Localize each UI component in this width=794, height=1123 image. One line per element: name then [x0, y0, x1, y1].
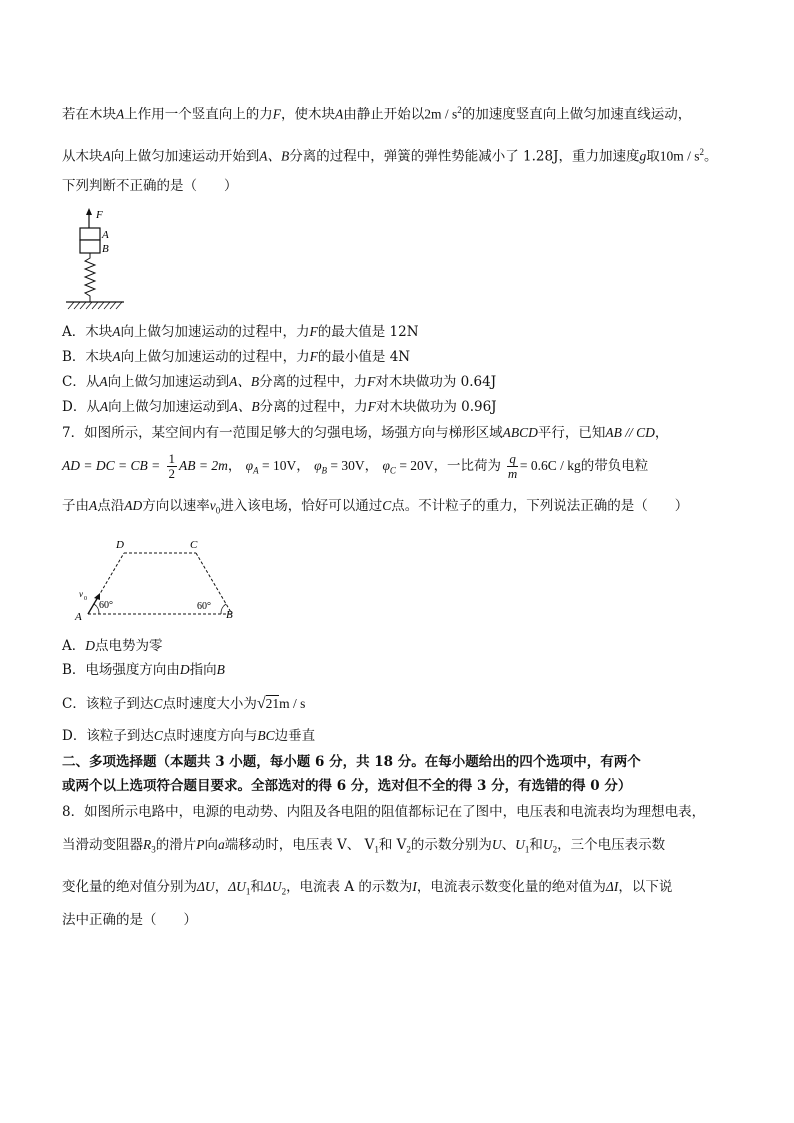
- text: 点时速度大小为: [162, 696, 257, 712]
- p6-line3: [62, 177, 238, 195]
- text: 向上做匀加速运动的过程中，力: [120, 324, 310, 340]
- text: 点电势为零: [95, 638, 163, 654]
- var: B: [216, 662, 225, 677]
- math: = 10V: [258, 458, 297, 473]
- var: v: [209, 498, 216, 513]
- var: ΔI: [605, 879, 619, 894]
- text: 若在木块: [62, 106, 116, 123]
- label-c: C: [190, 539, 198, 551]
- sub: 3: [151, 844, 156, 855]
- text: ，电流表示数变化量的绝对值为: [416, 879, 606, 895]
- text: 向上做匀加速运动的过程中，力: [120, 349, 310, 365]
- text: 7．如图所示，某空间内有一范围足够大的匀强电场，场强方向与梯形区域: [62, 425, 503, 441]
- sub: A: [253, 465, 259, 476]
- den: m: [507, 466, 518, 481]
- text: 向上做匀加速运动开始到: [110, 148, 260, 165]
- var: D: [179, 662, 190, 677]
- text: 和: [529, 837, 543, 853]
- var: C: [153, 696, 163, 711]
- var: P: [196, 837, 205, 852]
- text: 。: [704, 148, 718, 165]
- text: 的最小值是 4N: [317, 349, 411, 365]
- block-a: [80, 228, 100, 240]
- sup: 2: [457, 105, 462, 115]
- text: ，电流表 A 的示数为: [286, 879, 413, 895]
- var: F: [309, 324, 318, 339]
- label-f: F: [96, 209, 103, 221]
- p7-line2: [62, 452, 648, 481]
- label-b: B: [226, 609, 233, 621]
- angle-label-b: 60°: [197, 601, 211, 612]
- var: A: [99, 374, 108, 389]
- text: C．从: [62, 374, 100, 390]
- text: A．: [62, 638, 86, 654]
- p7-option-a: [62, 637, 163, 655]
- text: ，: [227, 458, 242, 474]
- ground-hatch: [68, 302, 122, 309]
- text: ，: [296, 458, 310, 474]
- angle-label-a: 60°: [99, 600, 113, 611]
- sub: 0: [215, 505, 221, 516]
- num: q: [509, 451, 516, 466]
- math: = 30V: [327, 458, 365, 473]
- var: A、B: [229, 399, 260, 414]
- math: = 0.6C / kg: [519, 458, 581, 473]
- p6-option-b: [62, 348, 410, 366]
- p6-line2: [62, 143, 718, 166]
- var: I: [412, 879, 417, 894]
- text: B．电场强度方向由: [62, 662, 180, 678]
- var-a: A: [335, 106, 344, 122]
- text: ，: [364, 458, 379, 474]
- text: 变化量的绝对值分别为: [62, 879, 197, 895]
- text: 的最大值是 12N: [317, 324, 419, 340]
- velocity-arrowhead: [94, 593, 100, 600]
- text: D．该粒子到达: [62, 728, 154, 744]
- text: ，: [654, 425, 669, 441]
- math: = 20V: [395, 458, 434, 473]
- text: 点时速度方向与: [162, 728, 258, 744]
- var-g: g: [639, 148, 647, 164]
- var: C: [153, 728, 163, 743]
- sup: 2: [699, 147, 705, 157]
- sqrt-sign: √: [256, 695, 266, 712]
- text: 分离的过程中，弹簧的弹性势能减小了 1.28J，重力加速度: [289, 148, 640, 165]
- text: 和: [250, 879, 264, 895]
- sub: C: [389, 465, 396, 476]
- den: 2: [168, 466, 176, 481]
- phi: φ: [314, 458, 322, 473]
- text: 点。不计粒子的重力，下列说法正确的是（ ）: [391, 498, 689, 514]
- text: 当滑动变阻器: [62, 837, 143, 853]
- text: 向上做匀加速运动到: [107, 374, 230, 390]
- math: AB = 2m: [179, 458, 228, 473]
- var: U: [542, 837, 553, 852]
- var-a: A: [102, 148, 111, 164]
- text: ，以下说: [618, 879, 673, 895]
- text: B．木块: [62, 349, 113, 365]
- num: 1: [168, 451, 176, 466]
- text: ，: [214, 879, 229, 895]
- question-prompt: 下列判断不正确的是（ ）: [62, 178, 238, 194]
- sub: B: [321, 465, 328, 476]
- text: ，使木块: [281, 106, 335, 123]
- p6-option-d: [62, 398, 497, 416]
- text: 向上做匀加速运动到: [108, 399, 230, 415]
- var: F: [309, 349, 318, 364]
- var: C: [382, 498, 392, 513]
- text: 对木块做功为 0.64J: [375, 374, 497, 390]
- unit: 2m / s: [424, 106, 458, 122]
- var: ΔU: [263, 879, 282, 894]
- sqrt-value: 21: [265, 696, 280, 711]
- var-f: F: [272, 106, 281, 122]
- p7-option-d: [62, 727, 315, 745]
- p7-line3: [62, 497, 688, 520]
- velocity-arrow: [88, 597, 98, 614]
- text: 平行，已知: [537, 425, 606, 441]
- text: 方向以速率: [142, 498, 210, 514]
- phi: φ: [245, 458, 254, 473]
- text: 进入该电场，恰好可以通过: [220, 498, 383, 514]
- block-b: [80, 240, 100, 253]
- text: ，三个电压表示数: [557, 837, 666, 853]
- text: 的带负电粒: [580, 458, 649, 474]
- label-b: B: [102, 243, 109, 255]
- text: 指向: [189, 662, 217, 678]
- var: a: [218, 837, 225, 852]
- sub: 2: [406, 844, 411, 855]
- p8-line4: 法中正确的是（ ）: [62, 912, 197, 928]
- label-a: A: [102, 229, 109, 241]
- text: 、: [501, 837, 516, 853]
- text: 对木块做功为 0.96J: [375, 399, 497, 415]
- var-a: A: [116, 106, 125, 122]
- p6-line1: [62, 101, 691, 124]
- label-v: v: [79, 589, 83, 599]
- var: ΔU: [197, 879, 215, 894]
- text: 上作用一个竖直向上的力: [124, 106, 273, 123]
- var: A、B: [229, 374, 260, 389]
- spring: [85, 253, 95, 302]
- text: 子由: [62, 498, 89, 514]
- var: AD: [124, 498, 143, 513]
- var: ΔU: [228, 879, 246, 894]
- var: A: [112, 349, 121, 364]
- text: 分离的过程中，力: [259, 399, 368, 415]
- text: 从木块: [62, 148, 103, 165]
- var: AB // CD: [605, 425, 655, 440]
- p7-line1: [62, 424, 668, 442]
- text: 端移动时，电压表 V、 V: [224, 837, 375, 853]
- text: 的滑片: [155, 837, 197, 853]
- fraction-half: [167, 452, 178, 481]
- p6-option-a: [62, 323, 419, 341]
- label-d: D: [116, 539, 124, 551]
- var: A: [112, 324, 121, 339]
- text: 取: [646, 148, 660, 165]
- text: D．从: [62, 399, 100, 415]
- var: F: [367, 374, 376, 389]
- var: A: [99, 399, 109, 414]
- trapezoid-figure: [72, 536, 242, 624]
- var: U: [491, 837, 502, 852]
- math: AD = DC = CB =: [62, 458, 161, 473]
- var: R: [143, 837, 152, 852]
- fraction-qm: [507, 452, 518, 481]
- text: C．该粒子到达: [62, 696, 154, 712]
- p7-option-b: [62, 661, 225, 679]
- p6-option-c: [62, 373, 496, 391]
- var: ABCD: [502, 425, 538, 440]
- sub: 1: [374, 844, 379, 855]
- text: 的加速度竖直向上做匀加速直线运动，: [461, 106, 692, 123]
- sub: 2: [281, 886, 287, 897]
- spring-block-figure: [62, 203, 132, 311]
- phi: φ: [382, 458, 390, 473]
- var: U: [515, 837, 525, 852]
- sub: 1: [245, 886, 251, 897]
- text: 和 V: [378, 837, 407, 853]
- text: A．木块: [62, 324, 113, 340]
- text: 向: [204, 837, 218, 853]
- text: ，一比荷为: [433, 458, 502, 474]
- p8-line2: [62, 836, 665, 859]
- text: 点沿: [97, 498, 125, 514]
- text: 由静止开始以: [343, 106, 425, 123]
- unit: 10m / s: [659, 148, 700, 164]
- var: F: [367, 399, 376, 414]
- var: BC: [257, 728, 275, 743]
- p8-line1: 8．如图所示电路中，电源的电动势、内阻及各电阻的阻值都标记在了图中，电压表和电流表均为理想电表，: [62, 804, 706, 820]
- section2-heading-line2: 或两个以上选项符合题目要求。全部选对的得 6 分，选对但不全的得 3 分，有选错的得 0 分）: [62, 778, 632, 794]
- var: A: [89, 498, 98, 513]
- unit: m / s: [279, 696, 306, 711]
- sub: 1: [524, 844, 530, 855]
- sub: 2: [552, 844, 558, 855]
- var-ab: A、B: [259, 148, 290, 164]
- var: D: [85, 638, 95, 653]
- section2-heading-line1: 二、多项选择题（本题共 3 小题，每小题 6 分，共 18 分。在每小题给出的四个选项中，有两个: [62, 754, 641, 770]
- label-a: A: [75, 611, 82, 623]
- text: 的示数分别为: [410, 837, 492, 853]
- text: 边垂直: [274, 728, 316, 744]
- text: 分离的过程中，力: [259, 374, 368, 390]
- force-arrowhead: [86, 208, 92, 215]
- p7-option-c: [62, 695, 305, 713]
- p8-line3: [62, 878, 672, 901]
- label-v-sub: 0: [84, 596, 87, 602]
